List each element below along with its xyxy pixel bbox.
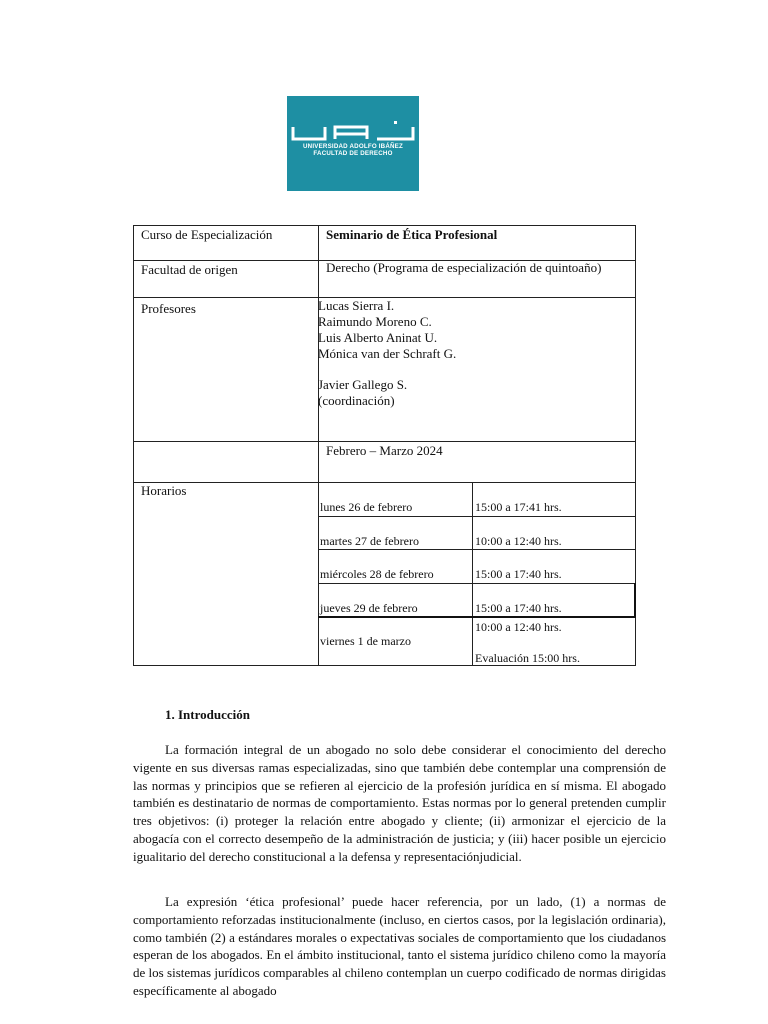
schedule-time: 10:00 a 12:40 hrs. bbox=[475, 534, 562, 548]
schedule-time: 15:00 a 17:41 hrs. bbox=[475, 500, 562, 514]
course-period: Febrero – Marzo 2024 bbox=[326, 443, 443, 458]
schedule-day: lunes 26 de febrero bbox=[320, 500, 413, 514]
schedule-time: 10:00 a 12:40 hrs. bbox=[475, 620, 562, 634]
paragraph-text: La expresión ‘ética profesional’ puede hacer referencia, por un lado, (1) a normas de comportamiento reforzadas institucionalmente (incluso, en ciertos casos, por la legislación ordinaria), como también (2) a estándares morales o expectativas sociales de comportamiento que los ciudadanos esperan de los abogados. En el ámbito institucional, tanto el sistema jurídico chileno como la mayoría de los sistemas jurídicos comparables al chileno contemplan un cuerpo codificado de normas dirigidas específicamente al abogado bbox=[133, 894, 666, 998]
schedule-day: martes 27 de febrero bbox=[320, 534, 419, 548]
schedule-day: viernes 1 de marzo bbox=[320, 634, 411, 648]
schedule-time: 15:00 a 17:40 hrs. bbox=[475, 567, 562, 581]
professor-name: Lucas Sierra I. bbox=[318, 298, 395, 313]
professor-name: Mónica van der Schraft G. bbox=[318, 346, 457, 361]
course-label: Curso de Especialización bbox=[141, 227, 273, 242]
schedule-day: miércoles 28 de febrero bbox=[320, 567, 434, 581]
professors-label: Profesores bbox=[141, 301, 196, 316]
logo-university-name: UNIVERSIDAD ADOLFO IBÁÑEZ bbox=[303, 143, 403, 150]
schedule-label: Horarios bbox=[141, 483, 187, 498]
schedule-time: 15:00 a 17:40 hrs. bbox=[475, 601, 562, 615]
coordinator-name: Javier Gallego S. bbox=[318, 377, 408, 392]
paragraph-text: La formación integral de un abogado no solo debe considerar el conocimiento del derecho vigente en sus diversas ramas especializadas, sino que también debe contemplar una comprensión de las normas y principios que se refieren al ejercicio de la profesión jurídica en sí misma. El abogado también es destinatario de normas de comportamiento. Estas normas por lo general pretenden cumplir tres objetivos: (i) proteger la relación entre abogado y cliente; (ii) armonizar el ejercicio de la abogacía con el correcto desempeño de la administración de justicia; y (iii) hacer posible un ejercicio igualitario del derecho constitucional a la defensa y representaciónjudicial. bbox=[133, 742, 666, 864]
paragraph bbox=[133, 741, 666, 866]
schedule-evaluation-note: Evaluación 15:00 hrs. bbox=[475, 651, 580, 665]
course-value: Seminario de Ética Profesional bbox=[326, 227, 498, 242]
schedule-day: jueves 29 de febrero bbox=[320, 601, 418, 615]
faculty-label: Facultad de origen bbox=[141, 262, 238, 277]
coordinator-note: (coordinación) bbox=[318, 393, 395, 408]
professor-name: Raimundo Moreno C. bbox=[318, 314, 432, 329]
faculty-value: Derecho (Programa de especialización de quintoaño) bbox=[326, 260, 602, 275]
professor-name: Luis Alberto Aninat U. bbox=[318, 330, 438, 345]
paragraph bbox=[133, 893, 666, 1000]
logo-faculty-name: FACULTAD DE DERECHO bbox=[313, 150, 393, 157]
section-heading: 1. Introducción bbox=[165, 707, 250, 722]
